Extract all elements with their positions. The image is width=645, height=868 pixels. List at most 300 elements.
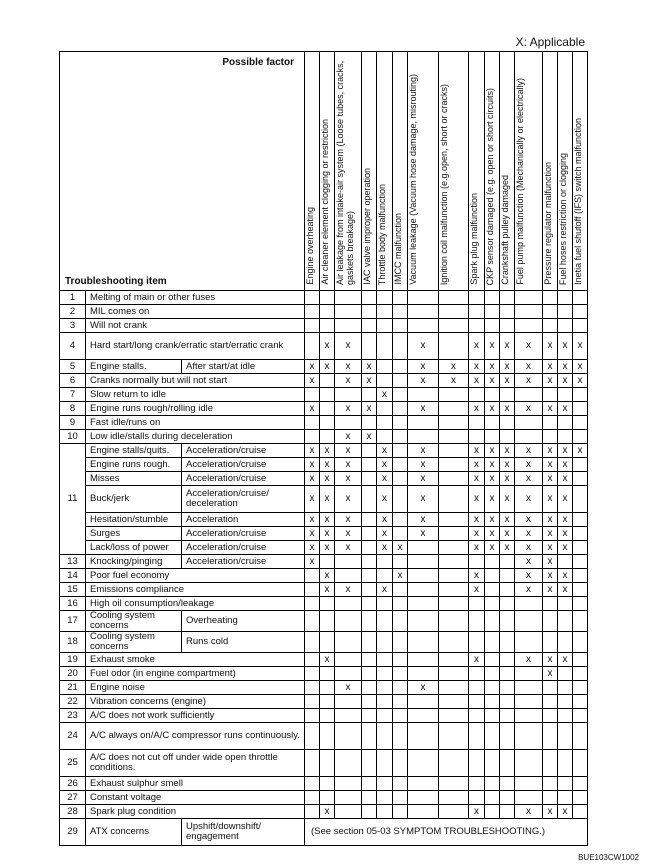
applicable-mark-cell (408, 791, 439, 805)
item-number: 28 (60, 805, 86, 819)
applicable-mark-cell (305, 291, 320, 305)
applicable-mark-cell (362, 597, 377, 611)
applicable-mark-cell: x (558, 527, 573, 541)
applicable-mark-cell: x (305, 513, 320, 527)
table-cell: Overheating (182, 611, 305, 632)
applicable-mark-cell: x (408, 374, 439, 388)
applicable-mark-cell (439, 695, 469, 709)
applicable-mark-cell (377, 695, 393, 709)
applicable-mark-cell (485, 791, 500, 805)
applicable-mark-cell: x (320, 458, 335, 472)
table-cell: A/C always on/A/C compressor runs continuously. (86, 723, 305, 750)
applicable-mark-cell (485, 416, 500, 430)
applicable-mark-cell (393, 416, 408, 430)
applicable-mark-cell (362, 541, 377, 555)
applicable-mark-cell (500, 416, 515, 430)
applicable-mark-cell (377, 597, 393, 611)
table-cell: Exhaust smoke (86, 653, 305, 667)
applicable-mark-cell (439, 513, 469, 527)
applicable-mark-cell: x (305, 402, 320, 416)
applicable-mark-cell: x (515, 569, 543, 583)
applicable-mark-cell (573, 416, 588, 430)
applicable-mark-cell: x (558, 374, 573, 388)
applicable-mark-cell (362, 513, 377, 527)
applicable-mark-cell (543, 597, 558, 611)
applicable-mark-cell (439, 583, 469, 597)
applicable-mark-cell (439, 681, 469, 695)
applicable-mark-cell: x (469, 805, 485, 819)
applicable-mark-cell (573, 667, 588, 681)
applicable-mark-cell: x (543, 541, 558, 555)
table-row (60, 333, 588, 360)
applicable-mark-cell: x (305, 472, 320, 486)
table-cell: Engine runs rough. (86, 458, 182, 472)
applicable-mark-cell: x (469, 472, 485, 486)
table-cell: After start/at idle (182, 360, 305, 374)
applicable-mark-cell (485, 569, 500, 583)
applicable-mark-cell: x (335, 430, 362, 444)
applicable-mark-cell (305, 805, 320, 819)
applicable-mark-cell (362, 611, 377, 632)
applicable-mark-cell: x (573, 333, 588, 360)
applicable-mark-cell: x (485, 527, 500, 541)
table-row (60, 513, 588, 527)
applicable-mark-cell (393, 305, 408, 319)
applicable-mark-cell (362, 416, 377, 430)
applicable-mark-cell (362, 791, 377, 805)
table-row (60, 416, 588, 430)
applicable-mark-cell (362, 291, 377, 305)
applicable-mark-cell (305, 583, 320, 597)
applicable-mark-cell (377, 402, 393, 416)
applicable-mark-cell: x (320, 486, 335, 513)
applicable-mark-cell (408, 805, 439, 819)
table-row (60, 444, 588, 458)
applicable-mark-cell (500, 667, 515, 681)
applicable-mark-cell (558, 750, 573, 777)
item-number: 8 (60, 402, 86, 416)
applicable-mark-cell (393, 388, 408, 402)
applicable-mark-cell (485, 388, 500, 402)
applicable-mark-cell (573, 291, 588, 305)
table-row (60, 319, 588, 333)
factor-header (408, 52, 439, 291)
applicable-mark-cell: x (558, 444, 573, 458)
possible-factor-label: Possible factor (222, 57, 295, 68)
applicable-mark-cell (500, 805, 515, 819)
applicable-mark-cell (543, 416, 558, 430)
factor-label: IMCC malfunction (393, 213, 404, 285)
applicable-mark-cell (515, 291, 543, 305)
table-cell: Low idle/stalls during deceleration (86, 430, 305, 444)
applicable-mark-cell: x (558, 541, 573, 555)
factor-label: Engine overheating (305, 207, 316, 285)
applicable-mark-cell: x (335, 402, 362, 416)
applicable-mark-cell (393, 319, 408, 333)
applicable-mark-cell (377, 360, 393, 374)
applicable-mark-cell (573, 777, 588, 791)
applicable-mark-cell: x (543, 569, 558, 583)
applicable-mark-cell (320, 416, 335, 430)
applicable-mark-cell (515, 723, 543, 750)
applicable-mark-cell (408, 291, 439, 305)
factor-header (393, 52, 408, 291)
applicable-mark-cell: x (469, 444, 485, 458)
applicable-mark-cell (485, 681, 500, 695)
factor-header (573, 52, 588, 291)
applicable-mark-cell: x (500, 472, 515, 486)
factor-label: Throttle body malfunction (377, 183, 388, 285)
applicable-mark-cell (485, 777, 500, 791)
applicable-mark-cell (439, 569, 469, 583)
applicable-mark-cell: x (558, 653, 573, 667)
applicable-mark-cell: x (320, 569, 335, 583)
applicable-mark-cell (558, 681, 573, 695)
item-number: 16 (60, 597, 86, 611)
applicable-mark-cell (335, 388, 362, 402)
applicable-mark-cell (393, 360, 408, 374)
applicable-mark-cell: x (377, 458, 393, 472)
applicable-mark-cell (393, 402, 408, 416)
applicable-mark-cell (362, 709, 377, 723)
applicable-mark-cell: x (500, 333, 515, 360)
applicable-mark-cell (377, 750, 393, 777)
applicable-mark-cell (558, 695, 573, 709)
applicable-mark-cell: x (469, 541, 485, 555)
applicable-mark-cell (335, 291, 362, 305)
applicable-mark-cell: x (320, 541, 335, 555)
applicable-mark-cell (320, 667, 335, 681)
applicable-mark-cell: x (500, 513, 515, 527)
applicable-mark-cell: x (320, 513, 335, 527)
applicable-mark-cell (305, 430, 320, 444)
applicable-mark-cell (558, 632, 573, 653)
applicable-mark-cell: x (393, 541, 408, 555)
table-row (60, 597, 588, 611)
table-cell: High oil consumption/leakage (86, 597, 305, 611)
applicable-mark-cell (573, 458, 588, 472)
applicable-mark-cell (362, 805, 377, 819)
applicable-mark-cell (408, 597, 439, 611)
applicable-mark-cell (573, 541, 588, 555)
applicable-mark-cell (573, 583, 588, 597)
factor-label: Spark plug malfunction (469, 193, 480, 285)
applicable-mark-cell (573, 472, 588, 486)
applicable-mark-cell (469, 597, 485, 611)
applicable-mark-cell (469, 681, 485, 695)
applicable-mark-cell (558, 723, 573, 750)
applicable-mark-cell: x (500, 402, 515, 416)
applicable-mark-cell (573, 388, 588, 402)
applicable-mark-cell (558, 777, 573, 791)
applicable-mark-cell: x (362, 360, 377, 374)
applicable-mark-cell (335, 305, 362, 319)
applicable-mark-cell (558, 319, 573, 333)
applicable-mark-cell (485, 695, 500, 709)
applicable-mark-cell (543, 388, 558, 402)
applicable-mark-cell (543, 430, 558, 444)
factor-header (515, 52, 543, 291)
factor-header (439, 52, 469, 291)
item-number: 6 (60, 374, 86, 388)
applicable-mark-cell (469, 305, 485, 319)
table-row (60, 583, 588, 597)
item-number: 2 (60, 305, 86, 319)
applicable-mark-cell: x (469, 569, 485, 583)
applicable-mark-cell: x (515, 458, 543, 472)
applicable-mark-cell (439, 527, 469, 541)
applicable-mark-cell (573, 319, 588, 333)
item-number: 17 (60, 611, 86, 632)
applicable-mark-cell (515, 791, 543, 805)
applicable-mark-cell: x (469, 374, 485, 388)
applicable-mark-cell (500, 583, 515, 597)
applicable-mark-cell: x (377, 513, 393, 527)
applicable-mark-cell (320, 611, 335, 632)
table-cell: Melting of main or other fuses (86, 291, 305, 305)
applicable-mark-cell (393, 583, 408, 597)
applicable-mark-cell (393, 291, 408, 305)
applicable-mark-cell (305, 632, 320, 653)
applicable-mark-cell: x (515, 555, 543, 569)
applicable-mark-cell: x (515, 486, 543, 513)
table-row (60, 305, 588, 319)
table-row (60, 291, 588, 305)
applicable-mark-cell: x (558, 402, 573, 416)
applicable-mark-cell: x (408, 360, 439, 374)
applicable-mark-cell: x (558, 472, 573, 486)
applicable-mark-cell: x (377, 541, 393, 555)
applicable-mark-cell (558, 291, 573, 305)
applicable-mark-cell (469, 611, 485, 632)
applicable-mark-cell (439, 291, 469, 305)
factor-label: Air cleaner element clogging or restriction (320, 119, 331, 285)
applicable-mark-cell (408, 632, 439, 653)
applicable-mark-cell (393, 681, 408, 695)
applicable-mark-cell (500, 681, 515, 695)
table-cell: Hesitation/stumble (86, 513, 182, 527)
applicable-mark-cell: x (543, 555, 558, 569)
applicable-mark-cell: x (377, 486, 393, 513)
table-row (60, 360, 588, 374)
applicable-mark-cell (362, 667, 377, 681)
applicable-mark-cell: x (362, 402, 377, 416)
applicable-mark-cell (500, 388, 515, 402)
factor-header (335, 52, 362, 291)
applicable-mark-cell: x (543, 667, 558, 681)
applicable-mark-cell: x (335, 472, 362, 486)
applicable-mark-cell: x (485, 513, 500, 527)
applicable-mark-cell (543, 695, 558, 709)
applicable-mark-cell (439, 805, 469, 819)
applicable-mark-cell (439, 723, 469, 750)
table-row (60, 695, 588, 709)
item-number: 26 (60, 777, 86, 791)
applicable-mark-cell (439, 632, 469, 653)
applicable-mark-cell (558, 305, 573, 319)
applicable-mark-cell (543, 777, 558, 791)
applicable-mark-cell (320, 305, 335, 319)
applicable-mark-cell (305, 791, 320, 805)
applicable-mark-cell: x (305, 458, 320, 472)
applicable-mark-cell (393, 458, 408, 472)
applicable-mark-cell (362, 527, 377, 541)
applicable-mark-cell (362, 777, 377, 791)
applicable-mark-cell (377, 653, 393, 667)
applicable-mark-cell: x (485, 374, 500, 388)
applicable-mark-cell (485, 723, 500, 750)
applicable-mark-cell (408, 416, 439, 430)
applicable-mark-cell (439, 791, 469, 805)
table-row (60, 458, 588, 472)
applicable-mark-cell (362, 632, 377, 653)
factor-label: Air leakage from intake-air system (Loose tubes, cracks, gaskets breakage) (335, 60, 356, 285)
applicable-mark-cell: x (408, 458, 439, 472)
applicable-mark-cell (335, 555, 362, 569)
applicable-mark-cell (335, 611, 362, 632)
applicable-mark-cell: x (335, 541, 362, 555)
applicable-mark-cell (305, 388, 320, 402)
applicable-mark-cell: x (320, 472, 335, 486)
factor-label: Crankshaft pulley damaged (500, 175, 511, 285)
applicable-mark-cell (408, 569, 439, 583)
applicable-mark-cell: x (320, 444, 335, 458)
applicable-mark-cell (515, 611, 543, 632)
table-row (60, 611, 588, 632)
applicable-mark-cell: x (543, 444, 558, 458)
table-row (60, 374, 588, 388)
applicable-mark-cell (335, 319, 362, 333)
applicable-mark-cell (573, 402, 588, 416)
applicable-mark-cell (469, 632, 485, 653)
applicable-mark-cell: x (500, 360, 515, 374)
applicable-mark-cell: x (515, 360, 543, 374)
applicable-mark-cell (558, 388, 573, 402)
applicable-mark-cell (305, 597, 320, 611)
item-number: 25 (60, 750, 86, 777)
applicable-mark-cell (469, 695, 485, 709)
applicable-mark-cell: x (335, 486, 362, 513)
see-section-note: (See section 05-03 SYMPTOM TROUBLESHOOTING.) (305, 819, 588, 846)
applicable-mark-cell (377, 555, 393, 569)
legend-applicable: X: Applicable (515, 35, 585, 49)
item-number: 3 (60, 319, 86, 333)
applicable-mark-cell (515, 777, 543, 791)
applicable-mark-cell (573, 750, 588, 777)
applicable-mark-cell (362, 458, 377, 472)
table-row (60, 486, 588, 513)
factor-header (320, 52, 335, 291)
applicable-mark-cell (573, 527, 588, 541)
applicable-mark-cell: x (515, 527, 543, 541)
table-cell: Cooling system concerns (86, 632, 182, 653)
applicable-mark-cell (543, 709, 558, 723)
applicable-mark-cell (335, 805, 362, 819)
applicable-mark-cell: x (558, 333, 573, 360)
applicable-mark-cell: x (485, 541, 500, 555)
applicable-mark-cell (377, 374, 393, 388)
applicable-mark-cell (335, 632, 362, 653)
applicable-mark-cell (439, 777, 469, 791)
applicable-mark-cell (573, 805, 588, 819)
applicable-mark-cell (543, 611, 558, 632)
applicable-mark-cell (320, 374, 335, 388)
applicable-mark-cell: x (408, 527, 439, 541)
applicable-mark-cell (485, 805, 500, 819)
applicable-mark-cell: x (320, 583, 335, 597)
applicable-mark-cell (439, 486, 469, 513)
item-number: 29 (60, 819, 86, 846)
applicable-mark-cell: x (485, 472, 500, 486)
applicable-mark-cell (439, 667, 469, 681)
table-cell: Lack/loss of power (86, 541, 182, 555)
applicable-mark-cell (362, 472, 377, 486)
applicable-mark-cell (500, 319, 515, 333)
applicable-mark-cell (305, 709, 320, 723)
table-cell: MIL comes on (86, 305, 305, 319)
applicable-mark-cell (320, 709, 335, 723)
applicable-mark-cell (500, 611, 515, 632)
table-cell: Acceleration/cruise/ deceleration (182, 486, 305, 513)
applicable-mark-cell: x (408, 472, 439, 486)
applicable-mark-cell: x (500, 527, 515, 541)
item-number: 9 (60, 416, 86, 430)
applicable-mark-cell (393, 472, 408, 486)
applicable-mark-cell: x (515, 472, 543, 486)
applicable-mark-cell: x (543, 472, 558, 486)
applicable-mark-cell: x (558, 458, 573, 472)
applicable-mark-cell (543, 305, 558, 319)
applicable-mark-cell: x (362, 374, 377, 388)
applicable-mark-cell (305, 416, 320, 430)
applicable-mark-cell: x (500, 374, 515, 388)
applicable-mark-cell (408, 541, 439, 555)
applicable-mark-cell (439, 305, 469, 319)
table-row (60, 653, 588, 667)
applicable-mark-cell (439, 472, 469, 486)
applicable-mark-cell (393, 555, 408, 569)
applicable-mark-cell (335, 723, 362, 750)
applicable-mark-cell (573, 653, 588, 667)
table-row (60, 723, 588, 750)
applicable-mark-cell (500, 597, 515, 611)
applicable-mark-cell (362, 444, 377, 458)
applicable-mark-cell: x (377, 444, 393, 458)
applicable-mark-cell (377, 791, 393, 805)
item-number: 11 (60, 444, 86, 555)
table-row (60, 632, 588, 653)
applicable-mark-cell (500, 305, 515, 319)
applicable-mark-cell (362, 333, 377, 360)
applicable-mark-cell (362, 583, 377, 597)
table-cell: Spark plug condition (86, 805, 305, 819)
applicable-mark-cell (439, 653, 469, 667)
applicable-mark-cell: x (408, 333, 439, 360)
table-cell: Hard start/long crank/erratic start/erratic crank (86, 333, 305, 360)
applicable-mark-cell (320, 291, 335, 305)
applicable-mark-cell: x (500, 444, 515, 458)
applicable-mark-cell (500, 709, 515, 723)
applicable-mark-cell (362, 750, 377, 777)
factor-header (377, 52, 393, 291)
item-number: 27 (60, 791, 86, 805)
table-row (60, 472, 588, 486)
applicable-mark-cell: x (320, 360, 335, 374)
applicable-mark-cell (362, 388, 377, 402)
applicable-mark-cell: x (305, 555, 320, 569)
applicable-mark-cell (439, 319, 469, 333)
applicable-mark-cell (362, 569, 377, 583)
